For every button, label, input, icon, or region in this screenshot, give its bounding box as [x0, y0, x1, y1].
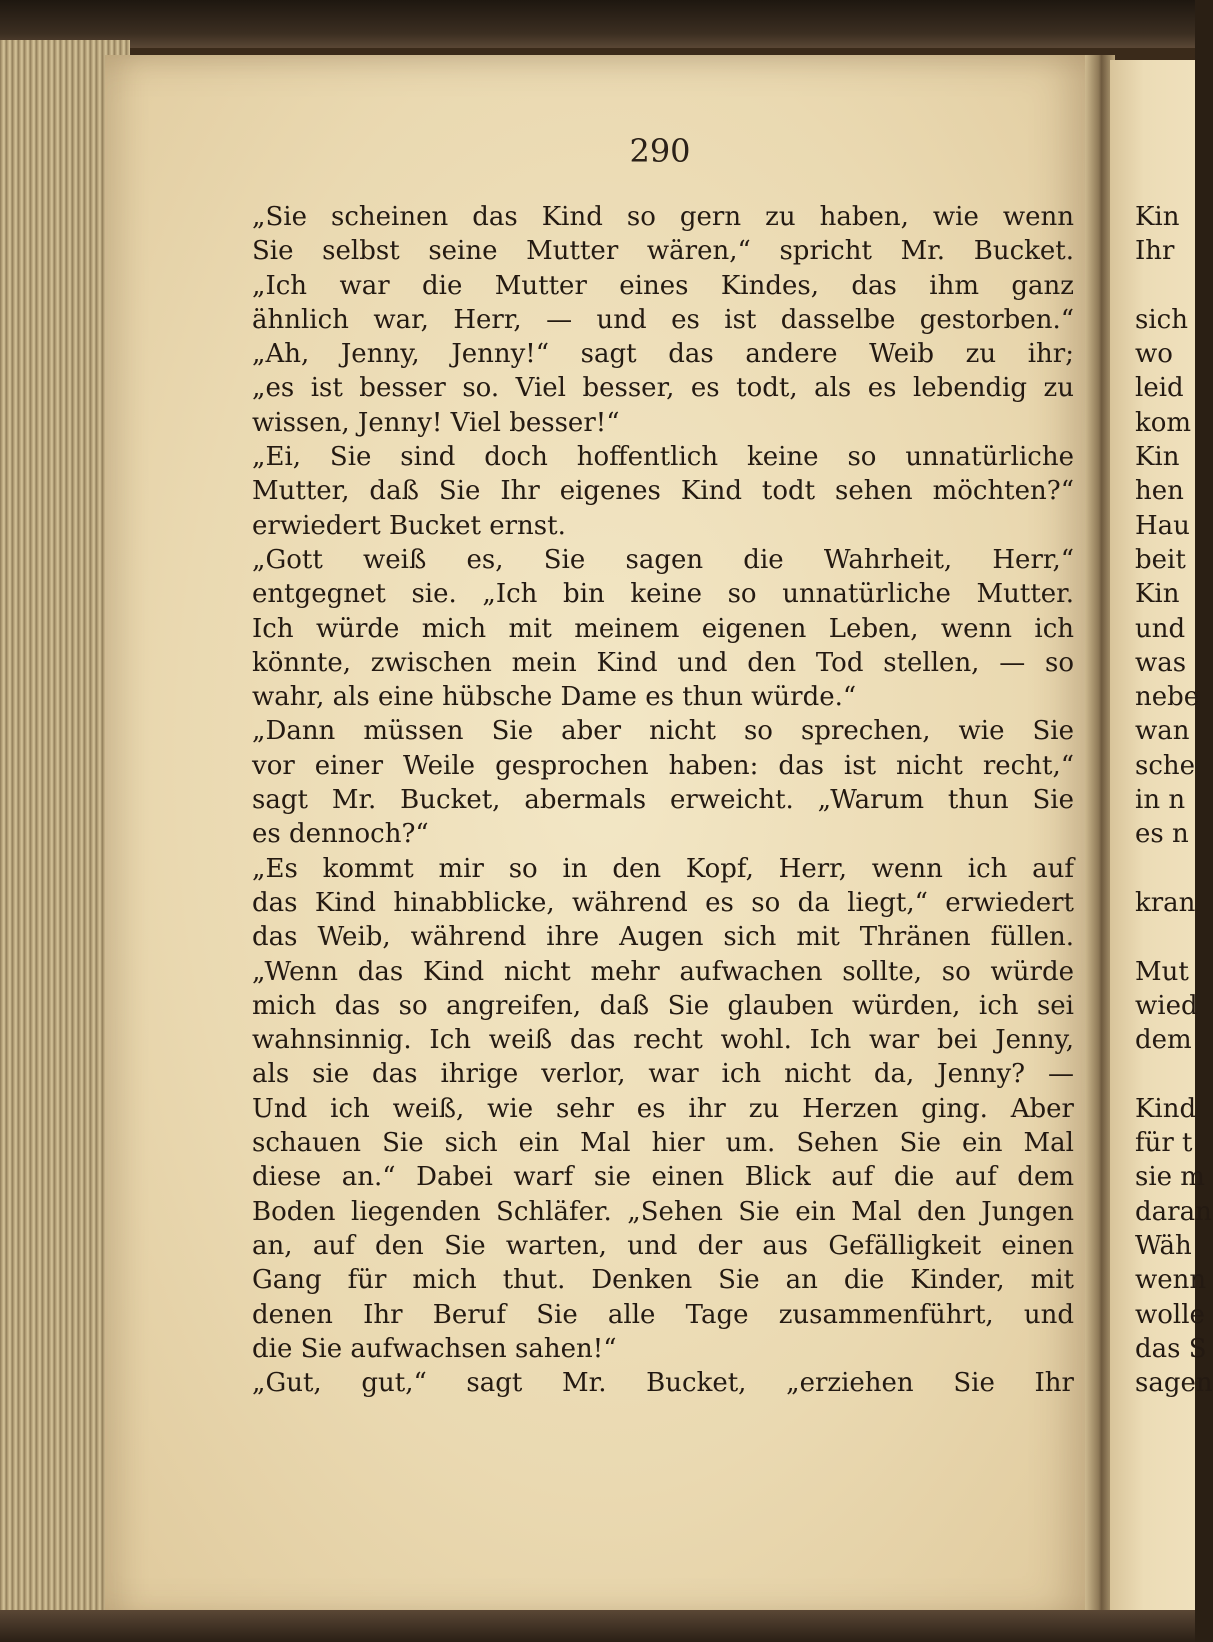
right-fragment: hen: [1135, 476, 1184, 507]
text-line: „es ist besser so. Viel besser, es todt, als es lebendig zu: [252, 373, 1074, 404]
text-line: wahnsinnig. Ich weiß das recht wohl. Ich war bei Jenny,: [252, 1025, 1074, 1056]
right-fragment: beit: [1135, 544, 1186, 575]
text-line: entgegnet sie. „Ich bin keine so unnatürliche Mutter.: [252, 579, 1074, 610]
left-page-text: [252, 200, 1074, 1400]
right-fragment: [1135, 269, 1195, 303]
book-cover-top-edge: [0, 0, 1195, 48]
text-line: denen Ihr Beruf Sie alle Tage zusammenführt, und: [252, 1299, 1074, 1330]
right-fragment: wo: [1135, 339, 1173, 370]
text-line: Und ich weiß, wie sehr es ihr zu Herzen ging. Aber: [252, 1093, 1074, 1124]
right-fragment: kom: [1135, 407, 1192, 438]
right-fragment: Kind: [1135, 1093, 1197, 1124]
right-fragment: was: [1135, 647, 1187, 678]
text-line: als sie das ihrige verlor, war ich nicht da, Jenny? —: [252, 1059, 1074, 1090]
right-fragment: es n: [1135, 819, 1189, 850]
text-line: Sie selbst seine Mutter wären,“ spricht Mr. Bucket.: [252, 236, 1074, 267]
text-line: sagt Mr. Bucket, abermals erweicht. „Warum thun Sie: [252, 785, 1074, 816]
text-line: wahr, als eine hübsche Dame es thun würde.“: [252, 682, 857, 713]
text-line: „Gott weiß es, Sie sagen die Wahrheit, Herr,“: [252, 544, 1074, 575]
right-fragment: Ihr: [1135, 236, 1175, 267]
right-fragment: [1135, 1057, 1195, 1091]
text-line: ähnlich war, Herr, — und es ist dasselbe gestorben.“: [252, 304, 1074, 335]
right-fragment: Kin: [1135, 579, 1180, 610]
right-fragment: wenn: [1135, 1265, 1207, 1296]
right-fragment: wan: [1135, 716, 1190, 747]
right-fragment: für t: [1135, 1128, 1193, 1159]
book-cover-bottom-edge: [0, 1610, 1195, 1642]
right-fragment: Kin: [1135, 442, 1180, 473]
text-line: Ich würde mich mit meinem eigenen Leben, wenn ich: [252, 613, 1074, 644]
text-line: erwiedert Bucket ernst.: [252, 510, 566, 541]
right-fragment: sche: [1135, 750, 1196, 781]
right-fragment: und: [1135, 613, 1186, 644]
text-line: Boden liegenden Schläfer. „Sehen Sie ein Mal den Jungen: [252, 1196, 1074, 1227]
right-fragment: sich: [1135, 304, 1188, 335]
text-line: „Gut, gut,“ sagt Mr. Bucket, „erziehen Sie Ihr: [252, 1368, 1074, 1399]
right-fragment: dem: [1135, 1025, 1192, 1056]
text-line: mich das so angreifen, daß Sie glauben würden, ich sei: [252, 990, 1074, 1021]
text-line: es dennoch?“: [252, 819, 429, 850]
right-fragment: Wäh: [1135, 1230, 1192, 1261]
text-line: das Kind hinabblicke, während es so da liegt,“ erwiedert: [252, 887, 1074, 918]
text-line: „Dann müssen Sie aber nicht so sprechen, wie Sie: [252, 716, 1074, 747]
text-line: Gang für mich thut. Denken Sie an die Kinder, mit: [252, 1265, 1074, 1296]
text-line: „Ah, Jenny, Jenny!“ sagt das andere Weib zu ihr;: [252, 339, 1074, 370]
text-line: Mutter, daß Sie Ihr eigenes Kind todt sehen möchten?“: [252, 476, 1074, 507]
right-fragment: daran: [1135, 1196, 1212, 1227]
right-fragment: das S: [1135, 1333, 1207, 1364]
right-fragment: leid: [1135, 373, 1184, 404]
page-number: 290: [629, 132, 691, 170]
text-line: die Sie aufwachsen sahen!“: [252, 1333, 617, 1364]
text-line: „Es kommt mir so in den Kopf, Herr, wenn ich auf: [252, 853, 1074, 884]
right-fragment: wied: [1135, 990, 1198, 1021]
text-line: könnte, zwischen mein Kind und den Tod stellen, — so: [252, 647, 1074, 678]
right-fragment: [1135, 920, 1195, 954]
text-line: „Wenn das Kind nicht mehr aufwachen sollte, so würde: [252, 956, 1074, 987]
right-fragment: nebe: [1135, 682, 1200, 713]
right-fragment: in n: [1135, 785, 1186, 816]
text-line: an, auf den Sie warten, und der aus Gefälligkeit einen: [252, 1230, 1074, 1261]
text-line: vor einer Weile gesprochen haben: das ist nicht recht,“: [252, 750, 1074, 781]
text-line: wissen, Jenny! Viel besser!“: [252, 407, 620, 438]
right-fragment: kran: [1135, 887, 1196, 918]
text-line: schauen Sie sich ein Mal hier um. Sehen Sie ein Mal: [252, 1128, 1074, 1159]
right-page-text: [1135, 200, 1213, 1400]
right-fragment: Hau: [1135, 510, 1190, 541]
text-line: diese an.“ Dabei warf sie einen Blick auf die auf dem: [252, 1162, 1074, 1193]
right-fragment: sagen: [1135, 1368, 1213, 1399]
right-fragment: sie m: [1135, 1162, 1205, 1193]
text-line: „Ich war die Mutter eines Kindes, das ihm ganz: [252, 270, 1074, 301]
right-fragment: wolle: [1135, 1299, 1205, 1330]
right-fragment: Kin: [1135, 202, 1180, 232]
right-fragment: [1135, 852, 1195, 886]
text-line: „Sie scheinen das Kind so gern zu haben, wie wenn: [252, 202, 1074, 232]
right-fragment: Mut: [1135, 956, 1189, 987]
text-line: „Ei, Sie sind doch hoffentlich keine so unnatürliche: [252, 442, 1074, 473]
text-line: das Weib, während ihre Augen sich mit Thränen füllen.: [252, 922, 1074, 953]
